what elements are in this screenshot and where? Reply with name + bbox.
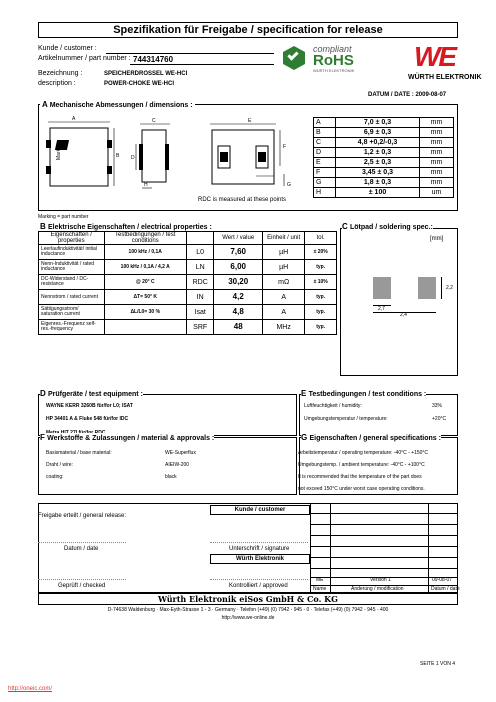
dimension-key: E — [314, 158, 336, 168]
dimension-unit: mm — [420, 118, 454, 128]
solder-dim-22: 2,2 — [446, 285, 453, 291]
description-value: POWER-CHOKE WE-HCI — [104, 81, 174, 87]
section-f-title: F Werkstoffe & Zulassungen / material & approvals : — [40, 433, 215, 442]
page-title: Spezifikation für Freigabe / specification for release — [38, 22, 458, 38]
symbol-cell: SRF — [186, 320, 213, 335]
unit-cell: µH — [263, 260, 305, 275]
unit-cell: MHz — [263, 320, 305, 335]
dim-label-b: B — [116, 153, 120, 159]
tolerance-cell: typ. — [305, 290, 337, 305]
col-conditions: Testbedingungen / test conditions — [104, 232, 186, 245]
electrical-row — [39, 260, 337, 275]
customer-line — [106, 53, 274, 54]
solder-dim-27: 2,7 — [378, 306, 385, 312]
symbol-cell: RDC — [186, 275, 213, 290]
date-label-1: Datum / date — [64, 546, 99, 552]
brand-name: WÜRTH ELEKTRONIK — [408, 74, 482, 81]
general-spec-3: It is recommended that the temperature of the part does — [298, 474, 422, 480]
value-cell: 4,8 — [214, 305, 263, 320]
symbol-cell: Isat — [186, 305, 213, 320]
tolerance-cell: ± 20% — [305, 245, 337, 260]
property-cell: Eigenres.-Frequenz self-res.-frequency — [39, 320, 105, 335]
part-number-value: 744314760 — [133, 55, 174, 64]
marking-note: Marking = part number — [38, 214, 89, 220]
condition-cell: ΔL/L0= 30 % — [104, 305, 186, 320]
material-value: WE-Superflux — [165, 450, 196, 456]
condition-cell — [104, 320, 186, 335]
equipment-line-1: WAYNE KERR 3260B für/for L0; ISAT — [46, 403, 133, 409]
property-cell: Sättigungsstrom/ saturation current — [39, 305, 105, 320]
dimension-row — [314, 148, 454, 158]
customer-header: Kunde / customer — [210, 505, 310, 515]
source-link[interactable]: http://oneic.com/ — [8, 686, 53, 692]
unit-cell: A — [263, 305, 305, 320]
dim-label-f: F — [283, 144, 287, 150]
dimension-value: 4,8 +0,2/-0,3 — [336, 138, 420, 148]
checked-line — [38, 579, 126, 580]
dim-label-c: C — [152, 118, 156, 124]
dimension-value: 6,9 ± 0,3 — [336, 128, 420, 138]
condition-cell: 100 kHz / 0,1A — [104, 245, 186, 260]
dimension-key: D — [314, 148, 336, 158]
dim-label-g: G — [287, 182, 291, 188]
dim-label-a: A — [72, 116, 76, 122]
section-b-title: B Elektrische Eigenschaften / electrical properties : — [40, 222, 212, 231]
general-spec-1: Arbeitstemperatur / operating temperature: -40°C - +150°C — [298, 450, 429, 456]
revision-header-date: Datum / date — [431, 586, 460, 592]
rohs-sub-text: WÜRTH ELEKTRONIK — [313, 68, 355, 73]
unit-cell: µH — [263, 245, 305, 260]
dimension-key: H — [314, 188, 336, 198]
dimension-key: G — [314, 178, 336, 188]
col-tol: tol. — [305, 232, 337, 245]
company-url[interactable]: http://www.we-online.de — [221, 615, 275, 621]
soldering-unit: [mm] — [430, 236, 444, 242]
checked-label: Geprüft / checked — [58, 583, 106, 589]
electrical-row — [39, 275, 337, 290]
electrical-row — [39, 320, 337, 335]
dimension-row — [314, 188, 454, 198]
solder-pad-right — [418, 277, 436, 299]
col-symbol — [186, 232, 213, 245]
humidity-label: Luftfeuchtigkeit / humidity: — [304, 403, 362, 409]
tolerance-cell: ± 10% — [305, 275, 337, 290]
section-e-title: E Testbedingungen / test conditions : — [301, 389, 427, 398]
section-d-title: D Prüfgeräte / test equipment : — [40, 389, 143, 398]
col-properties: Eigenschaften / properties — [39, 232, 105, 245]
date: DATUM / DATE : 2009-08-07 — [368, 92, 447, 98]
solder-dim-24: 2,4 — [400, 312, 407, 318]
tolerance-cell: typ. — [305, 320, 337, 335]
section-g-title: G Eigenschaften / general specifications : — [301, 433, 441, 442]
page-number: SEITE 1 VON 4 — [420, 661, 456, 667]
symbol-cell: IN — [186, 290, 213, 305]
dimension-value: ± 100 — [336, 188, 420, 198]
dim-label-e: E — [248, 118, 252, 124]
temperature-label: Umgebungstemperatur / temperature: — [304, 416, 388, 422]
dimension-value: 7,0 ± 0,3 — [336, 118, 420, 128]
dimension-row — [314, 118, 454, 128]
temperature-value: +20°C — [432, 416, 447, 422]
revision-date: 09-08-07 — [432, 577, 453, 583]
dimension-value: 1,8 ± 0,3 — [336, 178, 420, 188]
signature-line-1 — [210, 542, 308, 543]
dimension-row — [314, 128, 454, 138]
date-line-1 — [38, 542, 126, 543]
symbol-cell: L0 — [186, 245, 213, 260]
value-cell: 48 — [214, 320, 263, 335]
part-number-label: Artikelnummer / part number : — [38, 55, 131, 62]
property-cell: Leerlaufinduktivität/ initial inductance — [39, 245, 105, 260]
approved-line — [210, 579, 308, 580]
dim-label-h: H — [144, 182, 148, 188]
section-c-title: C Lötpad / soldering spec.: — [342, 222, 433, 231]
revision-header-modification: Änderung / modification — [351, 586, 404, 592]
solder-pad-left — [373, 277, 391, 299]
dimension-unit: mm — [420, 128, 454, 138]
revision-header-name: Name — [313, 586, 327, 592]
we-logo: WE — [414, 41, 456, 72]
equipment-line-2: HP 34401 A & Fluke 548 für/for IDC — [46, 416, 129, 422]
dimension-row — [314, 168, 454, 178]
revision-name: ME — [316, 577, 324, 583]
unit-cell: mΩ — [263, 275, 305, 290]
section-a-title: A Mechanische Abmessungen / dimensions : — [42, 100, 193, 109]
dimension-value: 3,45 ± 0,3 — [336, 168, 420, 178]
dimension-unit: mm — [420, 168, 454, 178]
electrical-table — [38, 231, 337, 335]
company-address: D-74638 Waldenburg · Max-Eyth-Strasse 1 - 3 · Germany · Telefon (+49) (0) 7942 - 945 - 0 · Telefax (+49) (0) 7942 - 945 - 400 — [107, 607, 389, 613]
rohs-compliant-text: compliant — [313, 44, 352, 54]
material-label: Basismaterial / base material: — [46, 450, 112, 456]
part-number-line — [130, 64, 274, 65]
general-spec-2: Umgebungstemp. / ambient temperature: -40°C - +100°C — [298, 462, 425, 468]
value-cell: 30,20 — [214, 275, 263, 290]
designation-value: SPEICHERDROSSEL WE-HCI — [104, 71, 188, 77]
electrical-row — [39, 305, 337, 320]
revision-version: Version 1 — [370, 577, 391, 583]
dimension-row — [314, 178, 454, 188]
dimension-unit: mm — [420, 178, 454, 188]
company-name: Würth Elektronik eiSos GmbH & Co. KG — [38, 593, 458, 605]
condition-cell: @ 20° C — [104, 275, 186, 290]
humidity-value: 33% — [432, 403, 443, 409]
dimension-table — [313, 117, 454, 198]
symbol-cell: LN — [186, 260, 213, 275]
coating-label: coating: — [46, 474, 64, 480]
description-label: description : — [38, 80, 76, 87]
rohs-check-icon — [283, 46, 305, 70]
section-c-frame — [340, 228, 458, 376]
dimension-key: A — [314, 118, 336, 128]
dimension-unit: mm — [420, 138, 454, 148]
coating-value: black — [165, 474, 177, 480]
wire-label: Draht / wire: — [46, 462, 73, 468]
dimension-value: 1,2 ± 0,3 — [336, 148, 420, 158]
value-cell: 7,60 — [214, 245, 263, 260]
rohs-text: RoHS — [313, 52, 354, 69]
value-cell: 6,00 — [214, 260, 263, 275]
designation-label: Bezeichnung : — [38, 70, 83, 77]
dimension-unit: mm — [420, 148, 454, 158]
electrical-table-header — [39, 232, 337, 245]
dimension-key: B — [314, 128, 336, 138]
dimension-row — [314, 158, 454, 168]
value-cell: 4,2 — [214, 290, 263, 305]
electrical-row — [39, 245, 337, 260]
rohs-logo — [283, 44, 379, 74]
dim-label-d: D — [131, 155, 135, 161]
general-spec-4: not exceed 150°C under worst case operating conditions. — [298, 486, 425, 492]
electrical-row — [39, 290, 337, 305]
rdc-note: RDC is measured at these points — [198, 197, 287, 203]
tolerance-cell: typ. — [305, 260, 337, 275]
property-cell: DC-Widerstand / DC-resistance — [39, 275, 105, 290]
dimension-key: F — [314, 168, 336, 178]
approved-label: Kontrolliert / approved — [229, 583, 288, 589]
property-cell: Nennstrom / rated current — [39, 290, 105, 305]
general-release-label: Freigabe erteilt / general release: — [38, 513, 127, 519]
unit-cell: A — [263, 290, 305, 305]
dimension-unit: mm — [420, 158, 454, 168]
section-e-frame — [299, 394, 458, 436]
dimension-key: C — [314, 138, 336, 148]
wire-value: AIEIW-200 — [165, 462, 190, 468]
property-cell: Nenn-Induktivität / rated inductance — [39, 260, 105, 275]
condition-cell: ΔT= 50° K — [104, 290, 186, 305]
dimension-row — [314, 138, 454, 148]
wurth-header: Würth Elektronik — [210, 554, 310, 564]
solder-dim-line-3 — [441, 277, 442, 299]
dimension-drawing-svg — [40, 110, 312, 208]
dimension-unit: um — [420, 188, 454, 198]
signature-label: Unterschrift / signature — [229, 546, 290, 552]
marking-text: Marking — [56, 142, 62, 160]
dimension-drawing — [40, 110, 312, 208]
customer-label: Kunde / customer : — [38, 45, 97, 52]
col-unit: Einheit / unit — [263, 232, 305, 245]
dimension-value: 2,5 ± 0,3 — [336, 158, 420, 168]
col-value: Wert / value — [214, 232, 263, 245]
condition-cell: 100 kHz / 0,1A / 4,2 A — [104, 260, 186, 275]
tolerance-cell: typ. — [305, 305, 337, 320]
